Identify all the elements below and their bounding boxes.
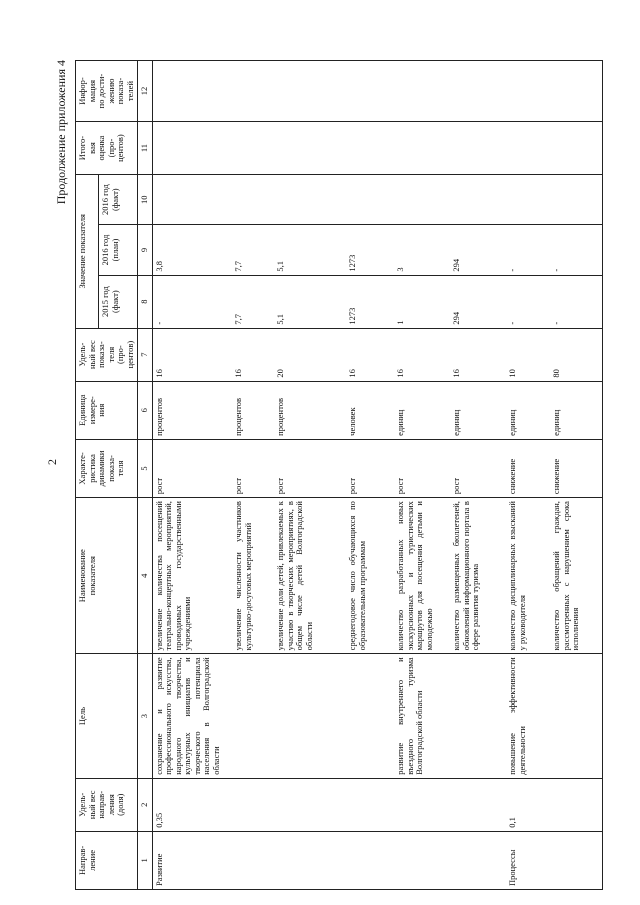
direction-weight-cell — [550, 778, 602, 831]
table-row — [274, 61, 346, 890]
goal-cell — [550, 654, 602, 778]
indicator-cell: увеличение доли детей, привлекаемых к участию в творческих мероприятиях, в общем числе детей Волгоградской области — [274, 498, 346, 654]
direction-cell — [450, 831, 506, 889]
column-number: 7 — [138, 328, 153, 381]
achievement-info-cell — [506, 61, 550, 122]
direction-cell — [346, 831, 394, 889]
goal-cell — [274, 654, 346, 778]
direction-cell — [274, 831, 346, 889]
rotated-document-page — [45, 60, 605, 890]
total-score-cell — [394, 122, 450, 175]
indicator-cell: количество размещенных бюллетеней, обновлений информационного портала в сфере развития туризма — [450, 498, 506, 654]
table-body — [152, 61, 602, 890]
header-unit: Единица измере- ния — [76, 381, 138, 439]
indicator-cell: увеличение количества посещений театрально-концертных мероприятий, проводимых государственными учреждениями — [152, 498, 232, 654]
value-2015-fact-cell: 1273 — [346, 275, 394, 328]
continuation-title: Продолжение приложения 4 — [54, 60, 68, 205]
header-indicator: Наименование показателя — [76, 498, 138, 654]
column-number: 10 — [138, 175, 153, 225]
unit-cell: единиц — [450, 381, 506, 439]
table-row — [232, 61, 274, 890]
value-2016-fact-cell — [550, 175, 602, 225]
direction-cell: Развитие — [152, 831, 232, 889]
header-goal: Цель — [76, 654, 138, 778]
header-2016-plan: 2016 год (план) — [99, 225, 138, 275]
achievement-info-cell — [550, 61, 602, 122]
indicator-weight-cell: 16 — [152, 328, 232, 381]
goal-cell — [450, 654, 506, 778]
indicator-weight-cell: 20 — [274, 328, 346, 381]
unit-cell: процентов — [274, 381, 346, 439]
value-2016-plan-cell: 3 — [394, 225, 450, 275]
total-score-cell — [550, 122, 602, 175]
table-row — [550, 61, 602, 890]
goal-cell: сохранение и развитие профессионального искусства, народного творчества, культурных инициатив и творческого потенциала населения в Волгоградской области — [152, 654, 232, 778]
indicators-table — [75, 60, 603, 890]
direction-weight-cell — [232, 778, 274, 831]
table-row — [346, 61, 394, 890]
value-2015-fact-cell: - — [152, 275, 232, 328]
unit-cell: процентов — [152, 381, 232, 439]
dynamics-cell: рост — [274, 439, 346, 497]
value-2015-fact-cell: 294 — [450, 275, 506, 328]
header-2016-fact: 2016 год (факт) — [99, 175, 138, 225]
dynamics-cell: рост — [232, 439, 274, 497]
value-2016-fact-cell — [506, 175, 550, 225]
dynamics-cell: снижение — [550, 439, 602, 497]
indicator-weight-cell: 10 — [506, 328, 550, 381]
indicator-cell: количество обращений граждан, рассмотренных с нарушением срока исполнения — [550, 498, 602, 654]
column-number: 5 — [138, 439, 153, 497]
page-number: 2 — [45, 459, 59, 465]
indicator-weight-cell: 16 — [394, 328, 450, 381]
value-2016-plan-cell: 1273 — [346, 225, 394, 275]
value-2016-plan-cell: - — [550, 225, 602, 275]
unit-cell: единиц — [506, 381, 550, 439]
achievement-info-cell — [232, 61, 274, 122]
goal-cell: повышение эффективности деятельности — [506, 654, 550, 778]
direction-weight-cell — [346, 778, 394, 831]
value-2016-plan-cell: - — [506, 225, 550, 275]
direction-cell: Процессы — [506, 831, 550, 889]
value-2015-fact-cell: - — [506, 275, 550, 328]
indicator-weight-cell: 16 — [232, 328, 274, 381]
total-score-cell — [232, 122, 274, 175]
value-2015-fact-cell: 7,7 — [232, 275, 274, 328]
total-score-cell — [274, 122, 346, 175]
direction-cell — [550, 831, 602, 889]
header-2015-fact: 2015 год (факт) — [99, 275, 138, 328]
goal-cell: развитие внутреннего и въездного туризма Волгоградской области — [394, 654, 450, 778]
indicator-cell: среднегодовое число обучающихся по образовательным программам — [346, 498, 394, 654]
achievement-info-cell — [346, 61, 394, 122]
header-direction-weight: Удель- ный вес направ- ления (доля) — [76, 778, 138, 831]
table-row — [394, 61, 450, 890]
unit-cell: процентов — [232, 381, 274, 439]
indicator-cell: количество разработанных новых экскурсионных и туристических маршрутов для посещения детьми и молодежью — [394, 498, 450, 654]
indicator-cell: увеличение численности участников культурно-досуговых мероприятий — [232, 498, 274, 654]
direction-weight-cell — [394, 778, 450, 831]
dynamics-cell: рост — [394, 439, 450, 497]
total-score-cell — [506, 122, 550, 175]
value-2016-fact-cell — [450, 175, 506, 225]
achievement-info-cell — [394, 61, 450, 122]
goal-cell — [232, 654, 274, 778]
column-number: 1 — [138, 831, 153, 889]
column-number: 8 — [138, 275, 153, 328]
indicator-weight-cell: 16 — [450, 328, 506, 381]
indicator-cell: количество дисциплинарных взысканий у руководителя — [506, 498, 550, 654]
header-achievement-info: Инфор- мация по дости- жению показа- телей — [76, 61, 138, 122]
dynamics-cell: рост — [346, 439, 394, 497]
column-number: 2 — [138, 778, 153, 831]
value-2015-fact-cell: 1 — [394, 275, 450, 328]
header-direction: Направ- ление — [76, 831, 138, 889]
column-number: 9 — [138, 225, 153, 275]
direction-cell — [394, 831, 450, 889]
value-2015-fact-cell: 5,1 — [274, 275, 346, 328]
dynamics-cell: снижение — [506, 439, 550, 497]
header-dynamics: Характе- ристика динамики показа- теля — [76, 439, 138, 497]
total-score-cell — [152, 122, 232, 175]
header-indicator-value-group: Значение показателя — [76, 175, 99, 329]
unit-cell: человек — [346, 381, 394, 439]
achievement-info-cell — [450, 61, 506, 122]
indicator-weight-cell: 16 — [346, 328, 394, 381]
value-2016-fact-cell — [346, 175, 394, 225]
value-2016-fact-cell — [394, 175, 450, 225]
table-row — [506, 61, 550, 890]
direction-weight-cell: 0,35 — [152, 778, 232, 831]
indicator-weight-cell: 80 — [550, 328, 602, 381]
column-number: 4 — [138, 498, 153, 654]
header-indicator-weight: Удель- ный вес показа- теля (про- центов) — [76, 328, 138, 381]
direction-weight-cell — [450, 778, 506, 831]
achievement-info-cell — [274, 61, 346, 122]
table-row — [450, 61, 506, 890]
value-2015-fact-cell: - — [550, 275, 602, 328]
column-number: 6 — [138, 381, 153, 439]
dynamics-cell: рост — [152, 439, 232, 497]
unit-cell: единиц — [550, 381, 602, 439]
direction-cell — [232, 831, 274, 889]
value-2016-plan-cell: 294 — [450, 225, 506, 275]
column-number: 12 — [138, 61, 153, 122]
header-total-score: Итого- вая оценка (про- центов) — [76, 122, 138, 175]
value-2016-plan-cell: 3,8 — [152, 225, 232, 275]
column-number: 3 — [138, 654, 153, 778]
total-score-cell — [450, 122, 506, 175]
value-2016-fact-cell — [232, 175, 274, 225]
achievement-info-cell — [152, 61, 232, 122]
value-2016-plan-cell: 5,1 — [274, 225, 346, 275]
column-number: 11 — [138, 122, 153, 175]
value-2016-fact-cell — [274, 175, 346, 225]
value-2016-plan-cell: 7,7 — [232, 225, 274, 275]
value-2016-fact-cell — [152, 175, 232, 225]
total-score-cell — [346, 122, 394, 175]
goal-cell — [346, 654, 394, 778]
table-row — [152, 61, 232, 890]
dynamics-cell: рост — [450, 439, 506, 497]
direction-weight-cell — [274, 778, 346, 831]
direction-weight-cell: 0,1 — [506, 778, 550, 831]
unit-cell: единиц — [394, 381, 450, 439]
